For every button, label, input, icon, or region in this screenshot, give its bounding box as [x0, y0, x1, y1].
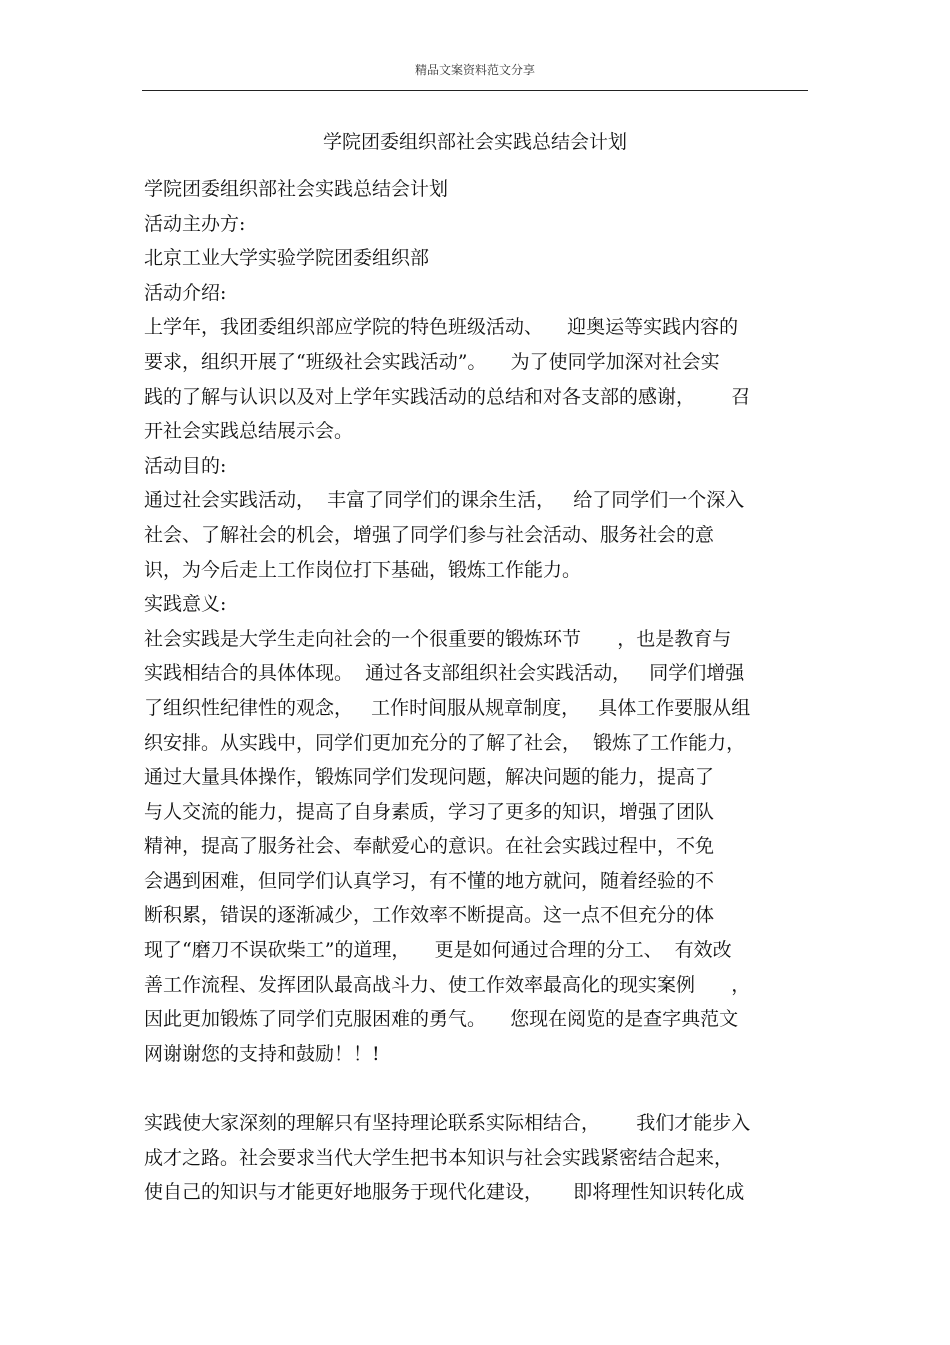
body-line: 通过社会实践活动， 丰富了同学们的课余生活， 给了同学们一个深入 — [144, 489, 745, 512]
body-line: 断积累，错误的逐渐减少，工作效率不断提高。这一点不但充分的体 — [144, 904, 715, 927]
document-body — [144, 172, 808, 1210]
body-line: 社会、了解社会的机会，增强了同学们参与社会活动、服务社会的意 — [144, 523, 715, 546]
body-line: 学院团委组织部社会实践总结会计划 — [144, 178, 449, 200]
body-line: 善工作流程、发挥团队最高战斗力、使工作效率最高化的现实案例 ， — [144, 973, 751, 996]
body-line: 精神，提高了服务社会、奉献爱心的意识。在社会实践过程中，不免 — [144, 835, 715, 858]
body-line: 现了“磨刀不误砍柴工”的道理， 更是如何通过合理的分工、 有效改 — [144, 939, 732, 962]
document-title: 学院团委组织部社会实践总结会计划 — [322, 131, 627, 153]
body-line: 实践使大家深刻的理解只有坚持理论联系实际相结合， 我们才能步入 — [144, 1112, 751, 1135]
body-line: 实践意义: — [144, 593, 227, 616]
body-line: 上学年，我团委组织部应学院的特色班级活动、 迎奥运等实践内容的 — [144, 316, 739, 339]
body-line: 了组织性纪律性的观念， 工作时间服从规章制度， 具体工作要服从组 — [144, 696, 751, 719]
body-line: 社会实践是大学生走向社会的一个很重要的锻炼环节 ，也是教育与 — [144, 627, 732, 650]
body-line: 北京工业大学实验学院团委组织部 — [144, 247, 430, 270]
body-line: 活动目的: — [144, 454, 227, 477]
body-line: 与人交流的能力，提高了自身素质，学习了更多的知识，增强了团队 — [144, 800, 715, 823]
body-line: 开社会实践总结展示会。 — [144, 420, 354, 443]
body-line: 活动主办方: — [144, 212, 246, 235]
body-line: 识，为今后走上工作岗位打下基础，锻炼工作能力。 — [144, 558, 582, 581]
body-line: 网谢谢您的支持和鼓励！！! — [144, 1042, 380, 1065]
blank-line — [144, 1071, 808, 1106]
body-line: 会遇到困难，但同学们认真学习，有不懂的地方就问，随着经验的不 — [144, 869, 715, 892]
page-header: 精品文案资料范文分享 — [414, 63, 535, 77]
body-line: 活动介绍: — [144, 281, 227, 304]
body-line: 使自己的知识与才能更好地服务于现代化建设， 即将理性知识转化成 — [144, 1181, 745, 1204]
body-line: 织安排。从实践中，同学们更加充分的了解了社会， 锻炼了工作能力， — [144, 731, 746, 754]
body-line: 践的了解与认识以及对上学年实践活动的总结和对各支部的感谢， 召 — [144, 385, 751, 408]
body-line: 要求，组织开展了“班级社会实践活动”。 为了使同学加深对社会实 — [144, 350, 720, 373]
body-line: 通过大量具体操作，锻炼同学们发现问题，解决问题的能力，提高了 — [144, 766, 715, 789]
header-divider — [142, 90, 808, 91]
body-line: 实践相结合的具体体现。 通过各支部组织社会实践活动， 同学们增强 — [144, 662, 745, 685]
body-line: 因此更加锻炼了同学们克服困难的勇气。 您现在阅览的是查字典范文 — [144, 1008, 739, 1031]
body-line: 成才之路。社会要求当代大学生把书本知识与社会实践紧密结合起来， — [144, 1146, 734, 1169]
